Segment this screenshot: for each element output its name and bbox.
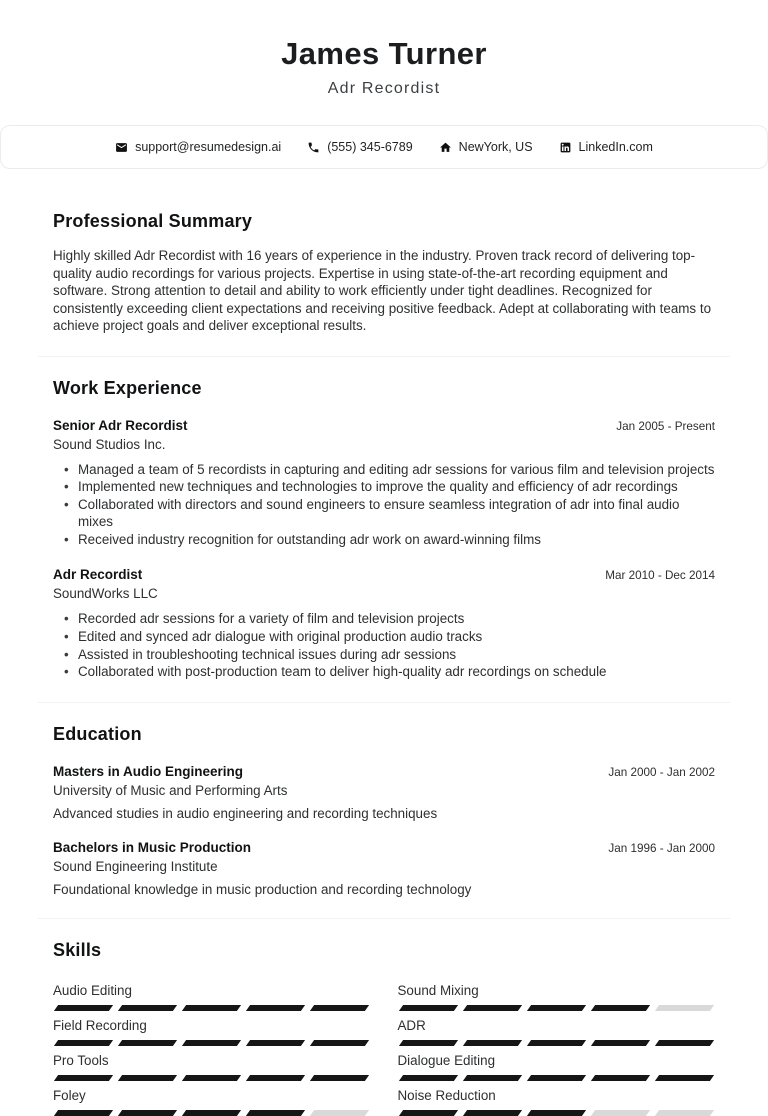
phone-icon [307, 141, 320, 154]
skill-segment-filled [527, 1040, 586, 1046]
skill-item [398, 1018, 716, 1046]
job-company: SoundWorks LLC [53, 586, 158, 602]
skill-segment-filled [54, 1110, 113, 1116]
skill-item [53, 1053, 371, 1081]
skill-level-bar [53, 1005, 371, 1011]
skill-segment-filled [118, 1110, 177, 1116]
degree-entry [53, 840, 715, 897]
skill-label: Sound Mixing [397, 982, 479, 998]
skill-segment-filled [182, 1110, 241, 1116]
email-icon [115, 141, 128, 154]
skill-segment-filled [462, 1005, 521, 1011]
degree-description: Foundational knowledge in music production and recording technology [53, 881, 472, 897]
section-work-experience [38, 357, 730, 681]
summary-heading: Professional Summary [53, 211, 253, 231]
skill-label: ADR [397, 1017, 426, 1033]
skills-grid [53, 983, 715, 1116]
skill-label: Noise Reduction [397, 1087, 496, 1103]
job-entry [53, 567, 715, 680]
skills-heading: Skills [53, 939, 102, 960]
skill-level-bar [53, 1040, 371, 1046]
degree-description: Advanced studies in audio engineering and recording techniques [53, 805, 438, 821]
skill-segment-filled [398, 1110, 457, 1116]
degree-entry [53, 764, 715, 821]
job-dates: Mar 2010 - Dec 2014 [605, 569, 715, 583]
education-heading: Education [53, 723, 142, 744]
job-entry [53, 418, 715, 549]
skill-label: Pro Tools [53, 1052, 109, 1068]
skill-segment-filled [118, 1040, 177, 1046]
skill-segment-filled [310, 1005, 369, 1011]
skill-segment-empty [655, 1005, 714, 1011]
skill-segment-filled [655, 1040, 714, 1046]
skill-segment-filled [182, 1005, 241, 1011]
summary-text: Highly skilled Adr Recordist with 16 years of experience in the industry. Proven track record of delivering top-quality audio recordings for various projects. Expertise in using state-of-the-art recording equipment and software. Strong attention to detail and ability to work efficiently under tight deadlines. Recognized for consistently exceeding client expectations and receiving positive feedback. Adept at collaborating with teams to achieve project goals and deliver exceptional results. [53, 248, 712, 333]
skill-item [398, 1088, 716, 1116]
resume-body [0, 169, 768, 1116]
contact-item[interactable] [439, 140, 533, 154]
skill-segment-filled [591, 1005, 650, 1011]
skill-segment-filled [527, 1005, 586, 1011]
job-bullet: • Collaborated with directors and sound engineers to ensure seamless integration of adr into final audio mixes [53, 496, 715, 531]
skill-level-bar [398, 1040, 716, 1046]
job-dates: Jan 2005 - Present [616, 419, 715, 433]
skill-segment-filled [54, 1040, 113, 1046]
contact-item-label: NewYork, US [458, 140, 533, 154]
contact-item-label: support@resumedesign.ai [135, 140, 282, 154]
skill-segment-filled [118, 1005, 177, 1011]
job-bullet: • Edited and synced adr dialogue with original production audio tracks [53, 628, 715, 646]
skill-segment-filled [462, 1110, 521, 1116]
skill-item [53, 1088, 371, 1116]
degree-school: Sound Engineering Institute [53, 858, 218, 874]
home-icon [439, 141, 452, 154]
skill-level-bar [398, 1005, 716, 1011]
skill-segment-filled [54, 1005, 113, 1011]
job-bullet: • Received industry recognition for outstanding adr work on award-winning films [53, 531, 715, 549]
resume-header [0, 0, 768, 98]
contact-item-label: (555) 345-6789 [327, 140, 413, 154]
skill-segment-filled [246, 1110, 305, 1116]
contact-item[interactable] [307, 140, 412, 154]
person-name: James Turner [281, 36, 487, 71]
job-bullet: • Collaborated with post-production team to deliver high-quality adr recordings on schedule [53, 663, 715, 681]
skill-segment-filled [527, 1110, 586, 1116]
degree-dates: Jan 1996 - Jan 2000 [608, 841, 715, 855]
degree-list [53, 764, 715, 897]
degree-dates: Jan 2000 - Jan 2002 [608, 765, 715, 779]
experience-heading: Work Experience [53, 377, 202, 398]
skill-segment-empty [655, 1110, 714, 1116]
skill-item [398, 1053, 716, 1081]
skill-label: Dialogue Editing [397, 1052, 496, 1068]
contact-item-label: LinkedIn.com [578, 140, 653, 154]
skill-item [53, 1018, 371, 1046]
job-bullet: • Implemented new techniques and technologies to improve the quality and efficiency of adr recordings [53, 478, 715, 496]
skill-segment-filled [462, 1040, 521, 1046]
skill-segment-filled [246, 1040, 305, 1046]
degree-title: Masters in Audio Engineering [53, 763, 244, 779]
skill-segment-filled [591, 1040, 650, 1046]
job-title: Senior Adr Recordist [53, 417, 188, 433]
job-bullet: • Managed a team of 5 recordists in capturing and editing adr sessions for various film and television projects [53, 461, 715, 479]
job-bullets [53, 461, 715, 549]
skill-level-bar [53, 1110, 371, 1116]
skill-level-bar [398, 1110, 716, 1116]
person-job-title: Adr Recordist [327, 80, 441, 97]
job-bullet: • Recorded adr sessions for a variety of film and television projects [53, 610, 715, 628]
skill-label: Field Recording [53, 1017, 147, 1033]
job-list [53, 418, 715, 681]
contact-bar [0, 125, 768, 169]
skill-item [53, 983, 371, 1011]
section-education [38, 703, 730, 897]
contact-item[interactable] [115, 140, 281, 154]
job-title: Adr Recordist [53, 567, 143, 583]
job-bullet: • Assisted in troubleshooting technical issues during adr sessions [53, 646, 715, 664]
section-skills [38, 919, 730, 1116]
linkedin-icon [559, 141, 572, 154]
skill-segment-filled [246, 1005, 305, 1011]
skill-label: Audio Editing [53, 982, 132, 998]
degree-title: Bachelors in Music Production [53, 839, 252, 855]
skill-segment-filled [182, 1040, 241, 1046]
skill-segment-filled [310, 1040, 369, 1046]
degree-school: University of Music and Performing Arts [53, 782, 288, 798]
skill-segment-empty [310, 1110, 369, 1116]
skill-segment-filled [398, 1040, 457, 1046]
section-professional-summary [38, 169, 730, 335]
skill-item [398, 983, 716, 1011]
job-bullets [53, 610, 715, 680]
skill-label: Foley [53, 1087, 86, 1103]
skill-segment-empty [591, 1110, 650, 1116]
contact-item[interactable] [559, 140, 653, 154]
skill-segment-filled [398, 1005, 457, 1011]
job-company: Sound Studios Inc. [53, 436, 166, 452]
